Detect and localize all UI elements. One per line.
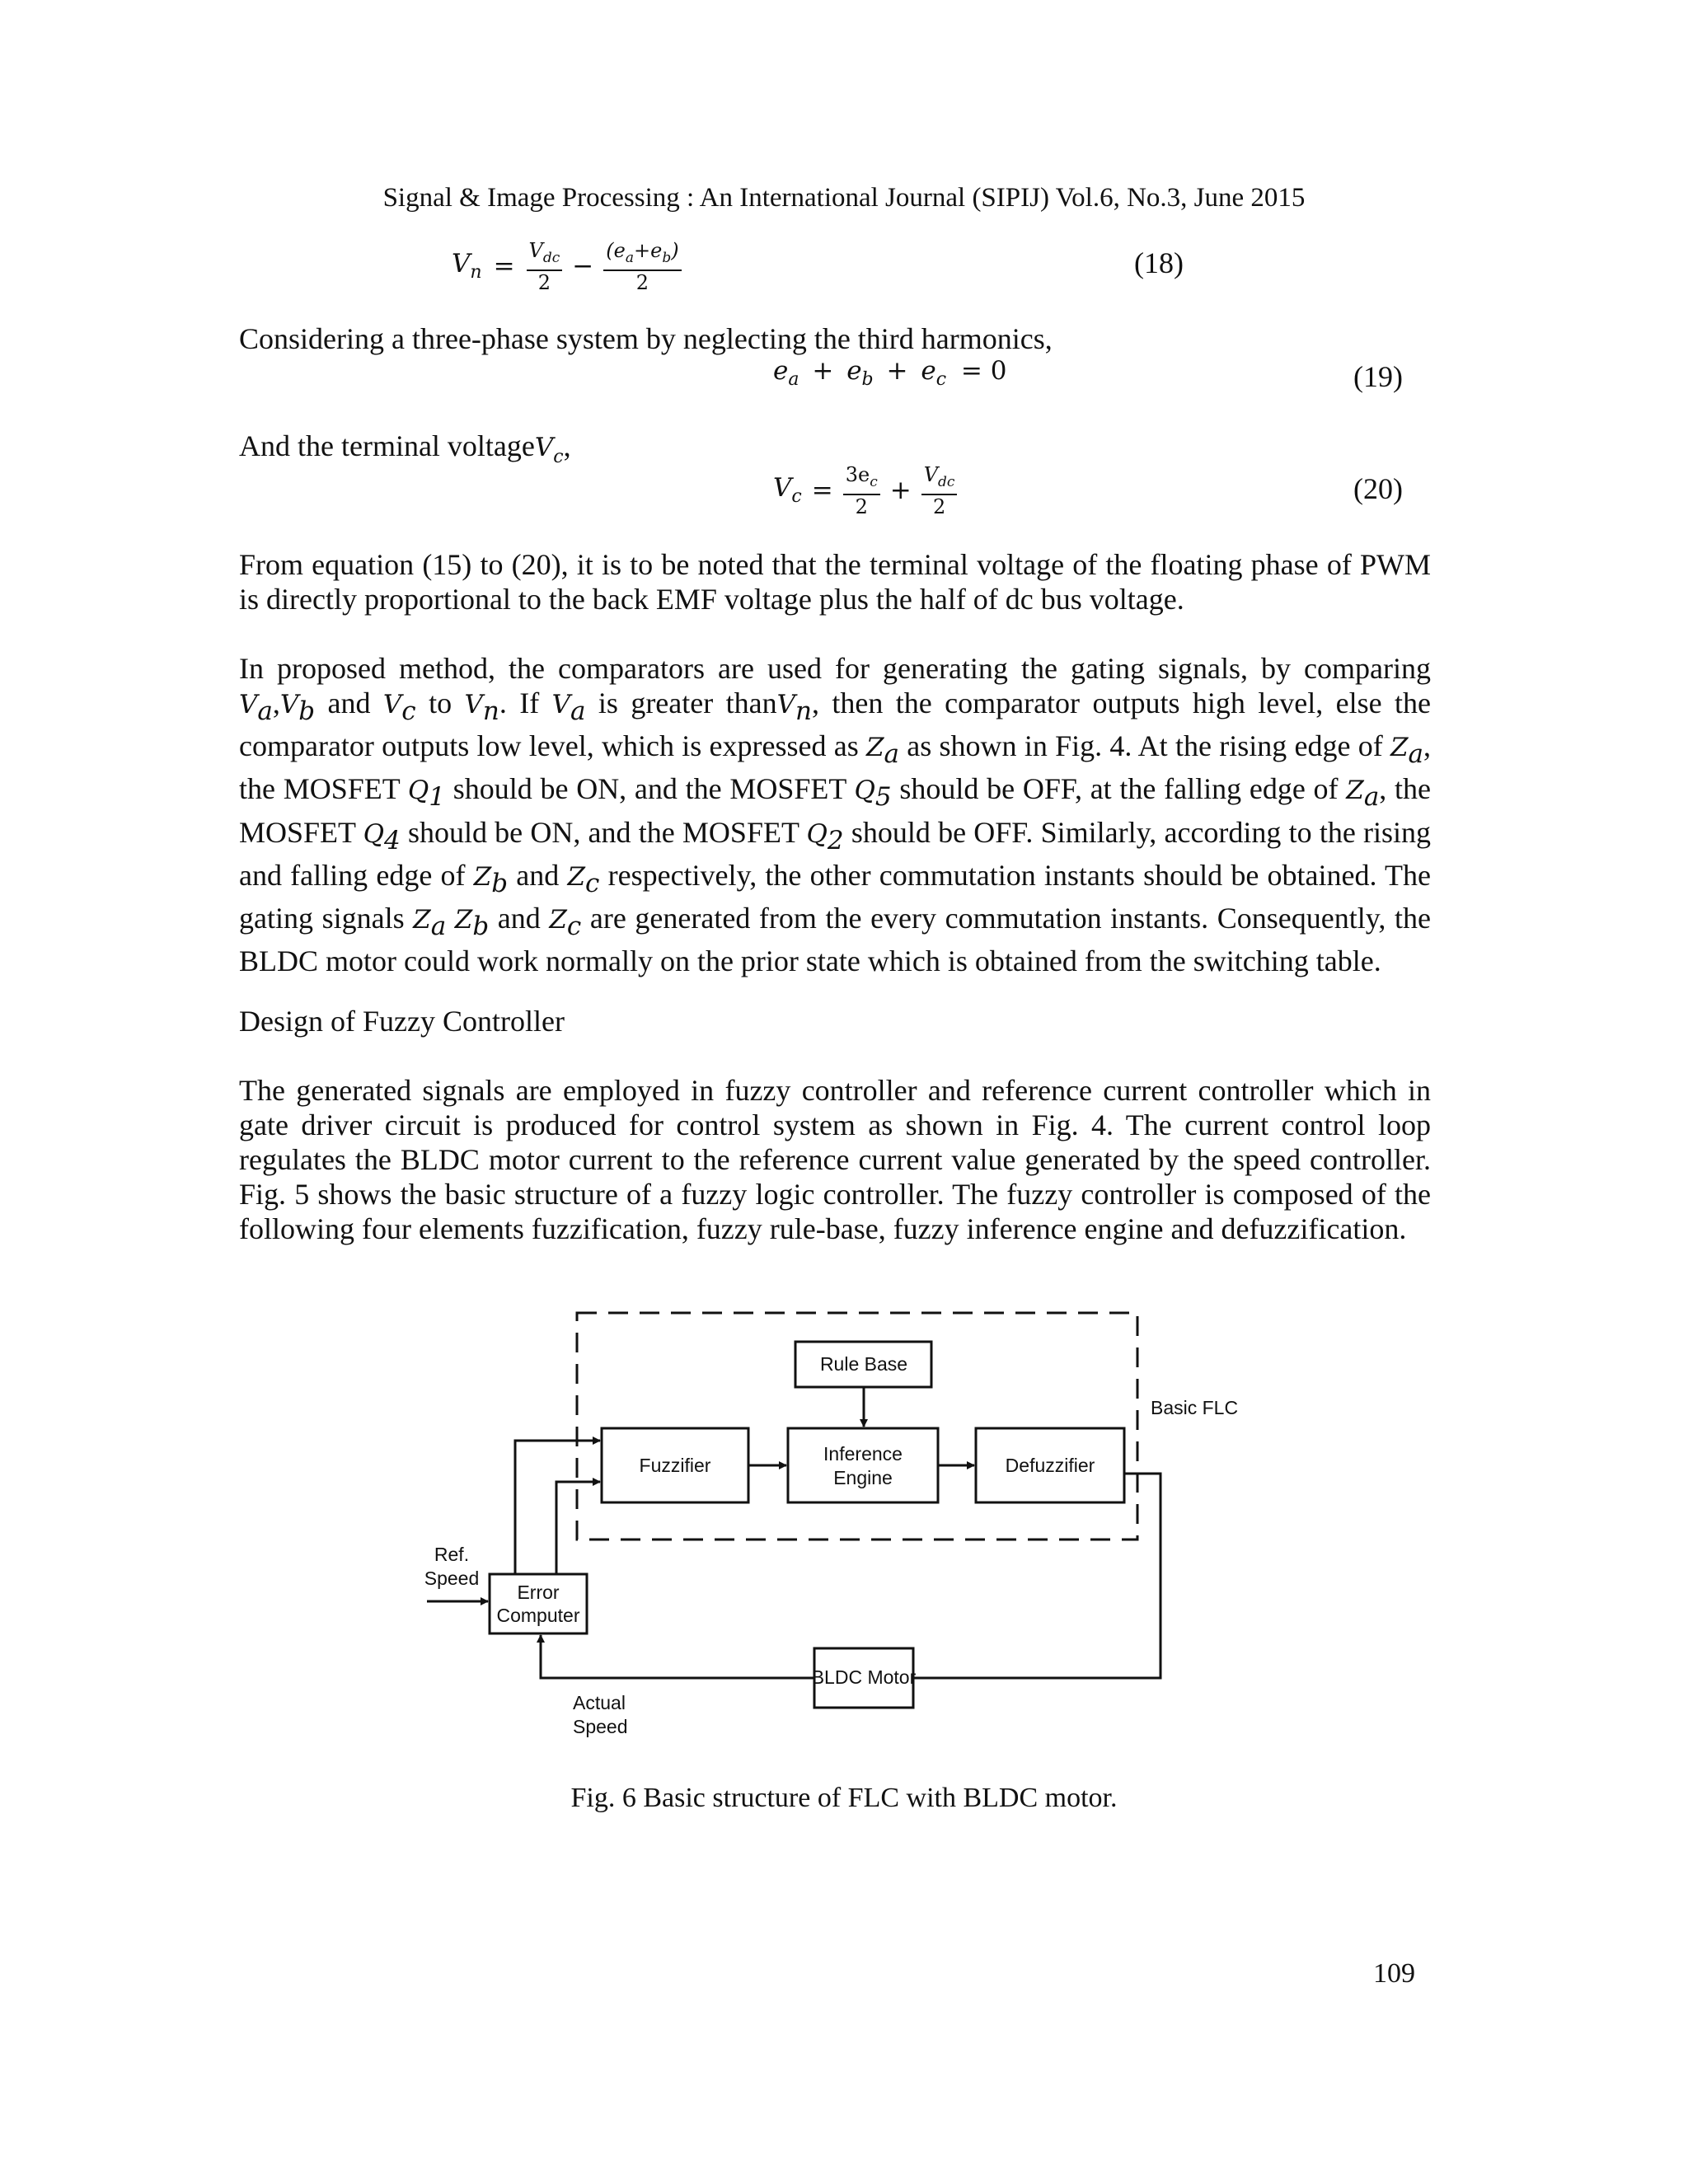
rule-base-label: Rule Base: [819, 1353, 908, 1375]
inference-label-line2: Engine: [833, 1467, 893, 1488]
bldc-motor-label: BLDC Motor: [811, 1666, 917, 1688]
figure-caption: Fig. 6 Basic structure of FLC with BLDC motor.: [570, 1783, 1118, 1813]
running-header: Signal & Image Processing : An International Journal (SIPIJ) Vol.6, No.3, June 2015: [382, 183, 1306, 213]
paragraph-floating-phase: From equation (15) to (20), it is to be noted that the terminal voltage of the floating phase of PWM is directly proportional to the back EMF voltage plus the half of dc bus voltage.: [239, 548, 1431, 616]
equation-18: $V_n$ = $\frac{V_{dc}}{2}$ − $\frac{(e_a+e_b)}{2}$: [452, 239, 682, 293]
inference-engine-box: [788, 1428, 938, 1502]
actual-label-line1: Actual: [573, 1692, 626, 1713]
equation-number-19: (19): [1353, 360, 1403, 393]
ref-label-line2: Speed: [424, 1568, 480, 1589]
ref-label-line1: Ref.: [434, 1544, 470, 1565]
paragraph-comparators: In proposed method, the comparators are used for generating the gating signals, by comparing $V_a,V_b$ and $V_c$ to $V_n$. If $V_a$ is greater thanV$_n$, then the comparator outputs high level, else the comparator outputs low level, which is expressed as $Z_a$ as shown in Fig. 4. At the rising edge of $Z_a$, the MOSFET $Q_1$ should be ON, and the MOSFET $Q_5$ should be OFF, at the falling edge of $Z_a$, the MOSFET $Q_4$ should be ON, and the MOSFET $Q_2$ should be OFF. Similarly, according to the rising and falling edge of $Z_b$ and $Z_c$ respectively, the other commutation instants should be obtained. The gating signals $Z_a$ $Z_b$ and $Z_c$ are generated from the every commutation instants. Consequently, the BLDC motor could work normally on the prior state which is obtained from the switching table.: [239, 652, 1432, 978]
equation-number-20: (20): [1353, 472, 1403, 505]
page-number: 109: [1373, 1958, 1415, 1989]
considering-line: Considering a three-phase system by neglecting the third harmonics,: [239, 322, 1053, 355]
basic-flc-label: Basic FLC: [1151, 1397, 1239, 1418]
error-label-line1: Error: [517, 1582, 560, 1603]
paragraph-fuzzy-controller: The generated signals are employed in fuzzy controller and reference current controller which in gate driver circuit is produced for control system as shown in Fig. 4. The current control loop regulates the BLDC motor current to the reference current value generated by the speed controller. Fig. 5 shows the basic structure of a fuzzy logic controller. The fuzzy controller is composed of the following four elements fuzzification, fuzzy rule-base, fuzzy inference engine and defuzzification.: [239, 1074, 1431, 1245]
flc-block-diagram: [412, 1309, 1286, 1754]
terminal-voltage-line: And the terminal voltageV$_c$,: [239, 429, 571, 468]
equation-19: $e_a + e_b + e_c = 0$: [773, 356, 1007, 391]
motor-to-error-feedback-line: [541, 1635, 814, 1678]
defuzzifier-to-motor-line: [913, 1474, 1160, 1678]
error-label-line2: Computer: [496, 1605, 580, 1626]
equation-number-18: (18): [1134, 246, 1184, 279]
fuzzifier-label: Fuzzifier: [639, 1455, 711, 1476]
equation-20: $V_c$ = $\frac{3e_c}{2}$ + $\frac{V_{dc}}{2}$: [773, 463, 957, 518]
defuzzifier-label: Defuzzifier: [1005, 1455, 1095, 1476]
inference-label-line1: Inference: [823, 1443, 903, 1465]
actual-label-line2: Speed: [573, 1716, 628, 1737]
section-title: Design of Fuzzy Controller: [239, 1005, 565, 1038]
